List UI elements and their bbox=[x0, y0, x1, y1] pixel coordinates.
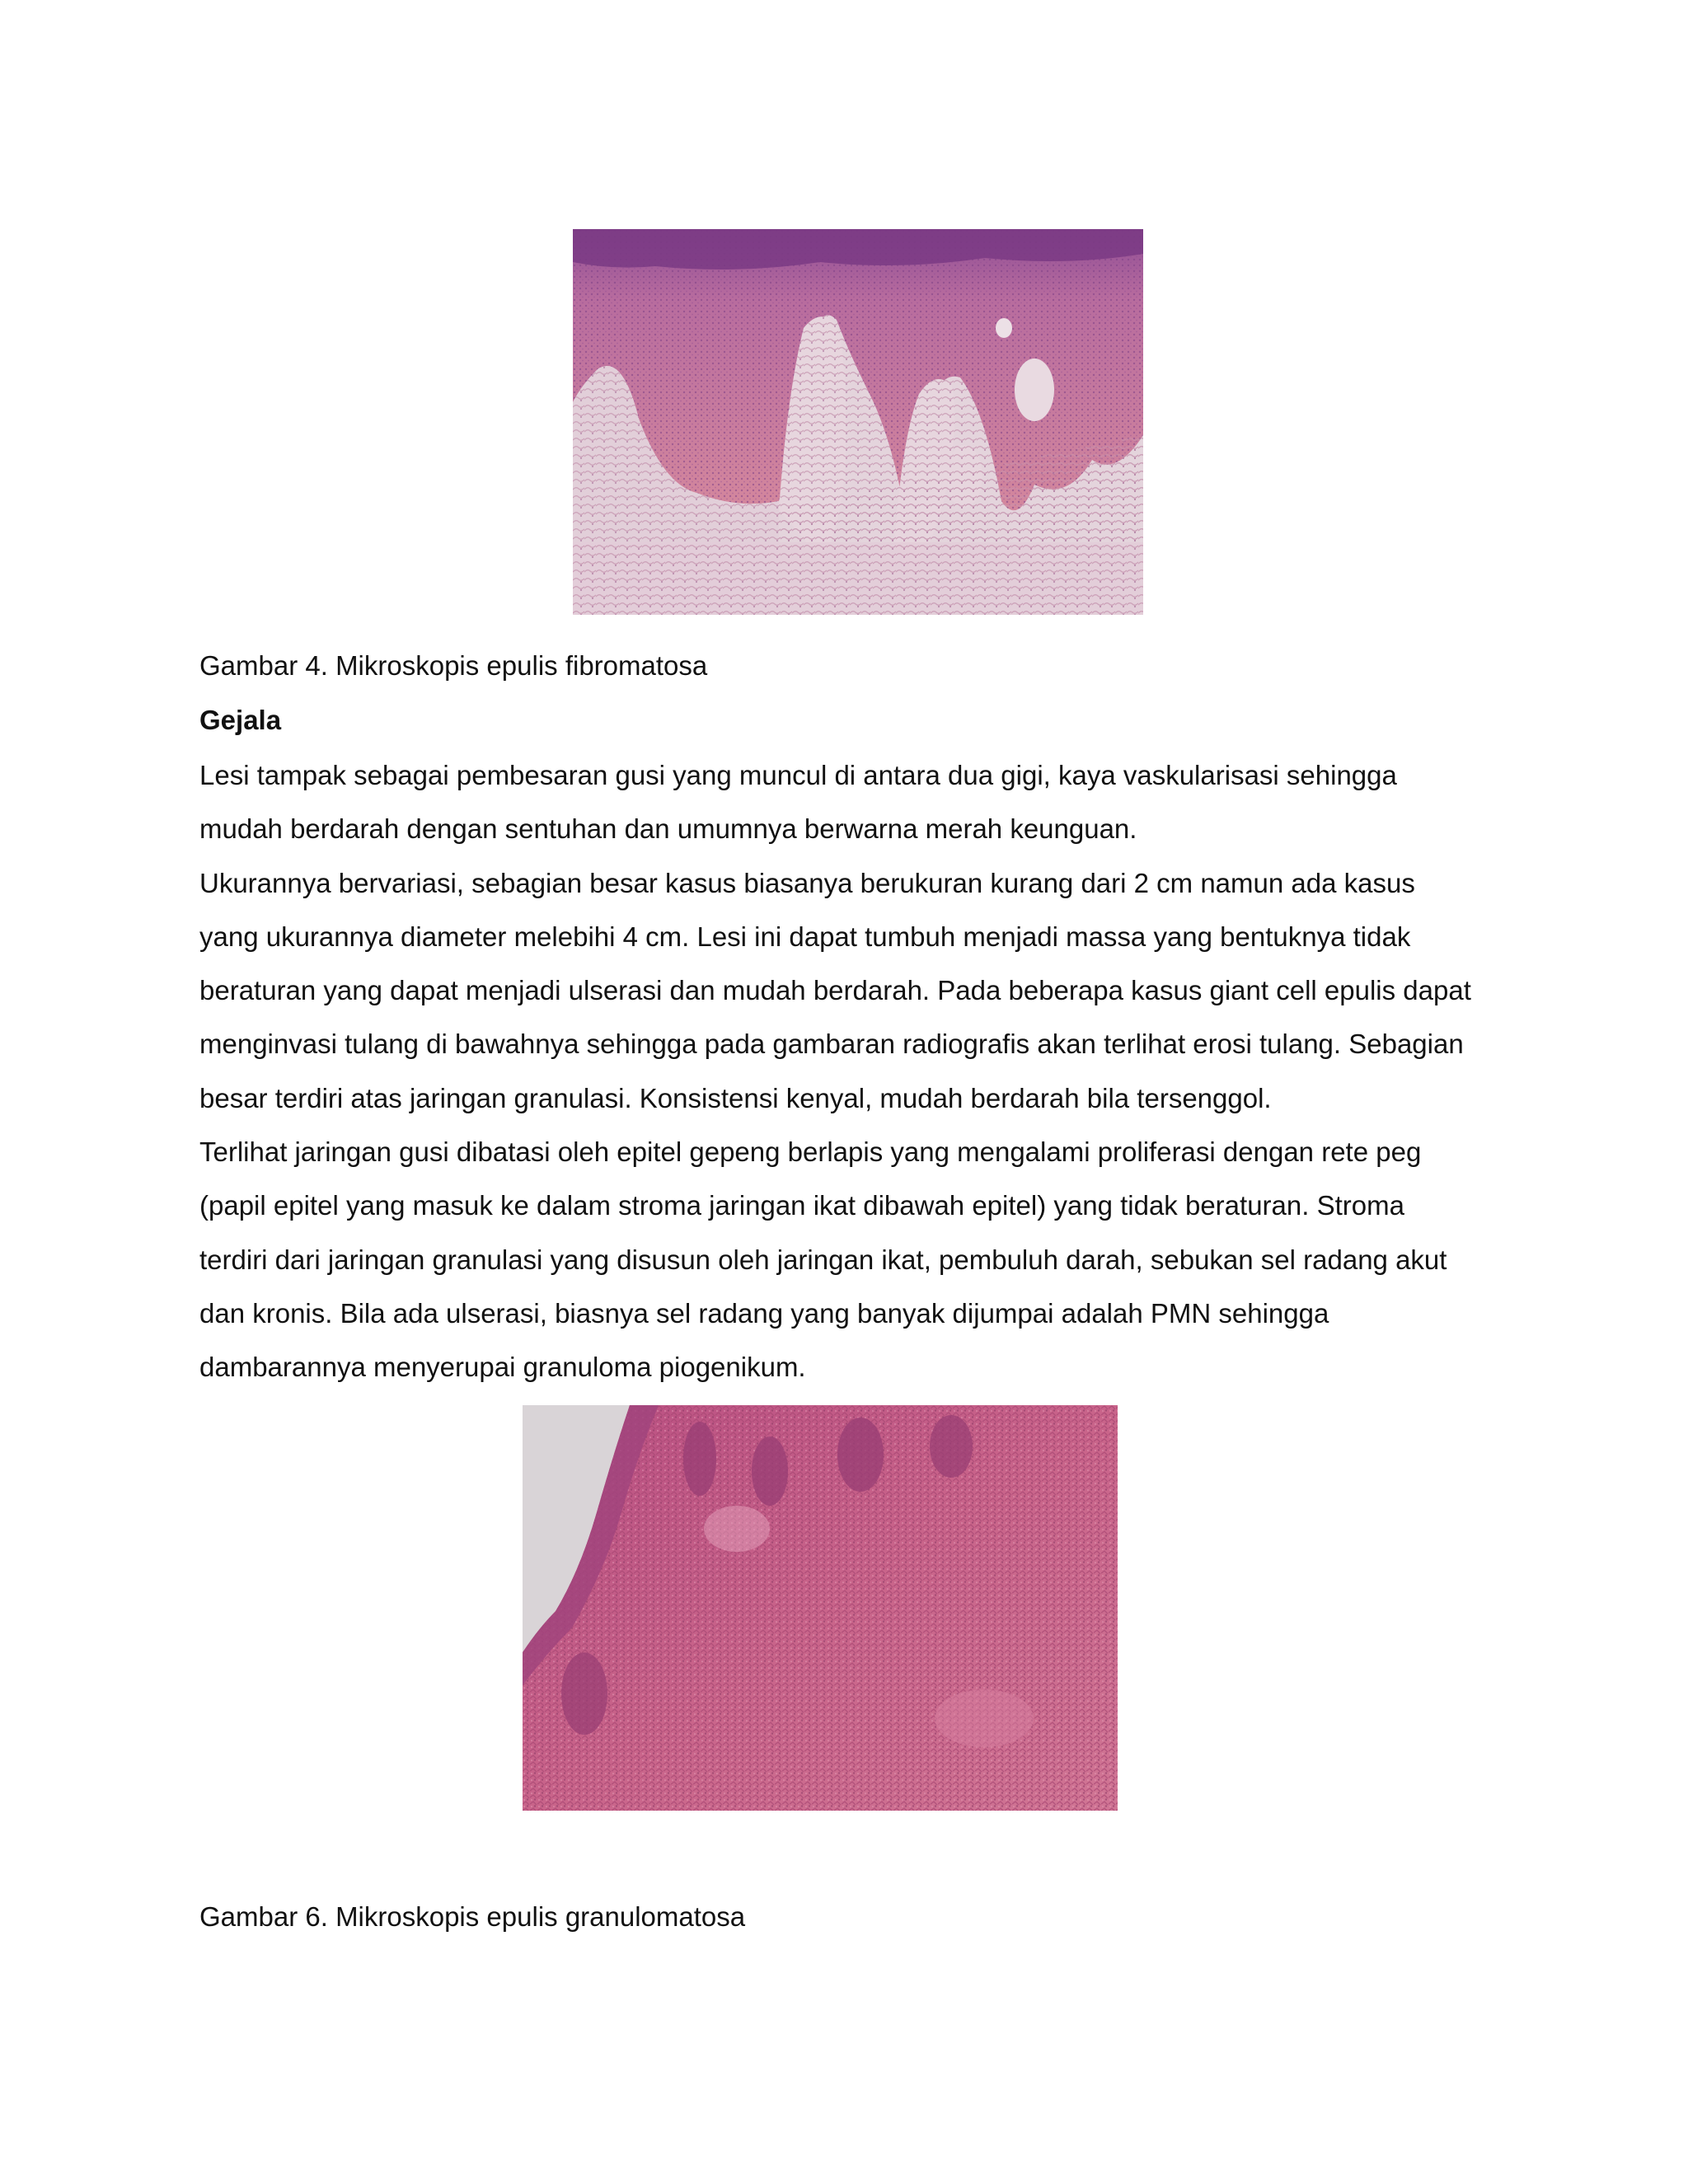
micrograph-epulis-fibromatosa bbox=[573, 229, 1143, 615]
body-line: menginvasi tulang di bawahnya sehingga pada gambaran radiografis akan terlihat erosi tulang. Sebagian bbox=[199, 1029, 1464, 1060]
body-line: dambarannya menyerupai granuloma piogenikum. bbox=[199, 1352, 806, 1383]
micrograph-image bbox=[523, 1405, 1118, 1811]
body-line: mudah berdarah dengan sentuhan dan umumnya berwarna merah keunguan. bbox=[199, 813, 1137, 845]
body-line: terdiri dari jaringan granulasi yang disusun oleh jaringan ikat, pembuluh darah, sebukan sel radang akut bbox=[199, 1244, 1447, 1275]
figure-4-caption: Gambar 4. Mikroskopis epulis fibromatosa bbox=[199, 650, 708, 681]
body-line: Terlihat jaringan gusi dibatasi oleh epitel gepeng berlapis yang mengalami proliferasi dengan rete peg bbox=[199, 1137, 1422, 1168]
section-heading-gejala: Gejala bbox=[199, 705, 282, 735]
body-line: (papil epitel yang masuk ke dalam stroma jaringan ikat dibawah epitel) yang tidak beraturan. Stroma bbox=[199, 1190, 1404, 1221]
body-line: Ukurannya bervariasi, sebagian besar kasus biasanya berukuran kurang dari 2 cm namun ada kasus bbox=[199, 867, 1415, 898]
body-line: beraturan yang dapat menjadi ulserasi dan mudah berdarah. Pada beberapa kasus giant cell epulis dapat bbox=[199, 975, 1471, 1006]
body-line: besar terdiri atas jaringan granulasi. Konsistensi kenyal, mudah berdarah bila tersenggol. bbox=[199, 1082, 1272, 1113]
body-line: Lesi tampak sebagai pembesaran gusi yang muncul di antara dua gigi, kaya vaskularisasi sehingga bbox=[199, 760, 1397, 790]
micrograph-epulis-granulomatosa bbox=[523, 1405, 1118, 1811]
micrograph-image bbox=[573, 229, 1143, 615]
figure-6-caption: Gambar 6. Mikroskopis epulis granulomatosa bbox=[199, 1901, 746, 1932]
body-paragraphs bbox=[199, 748, 1518, 1394]
body-line: yang ukurannya diameter melebihi 4 cm. Lesi ini dapat tumbuh menjadi massa yang bentuknya tidak bbox=[199, 921, 1411, 952]
body-line: dan kronis. Bila ada ulserasi, biasnya sel radang yang banyak dijumpai adalah PMN sehingga bbox=[199, 1297, 1329, 1329]
